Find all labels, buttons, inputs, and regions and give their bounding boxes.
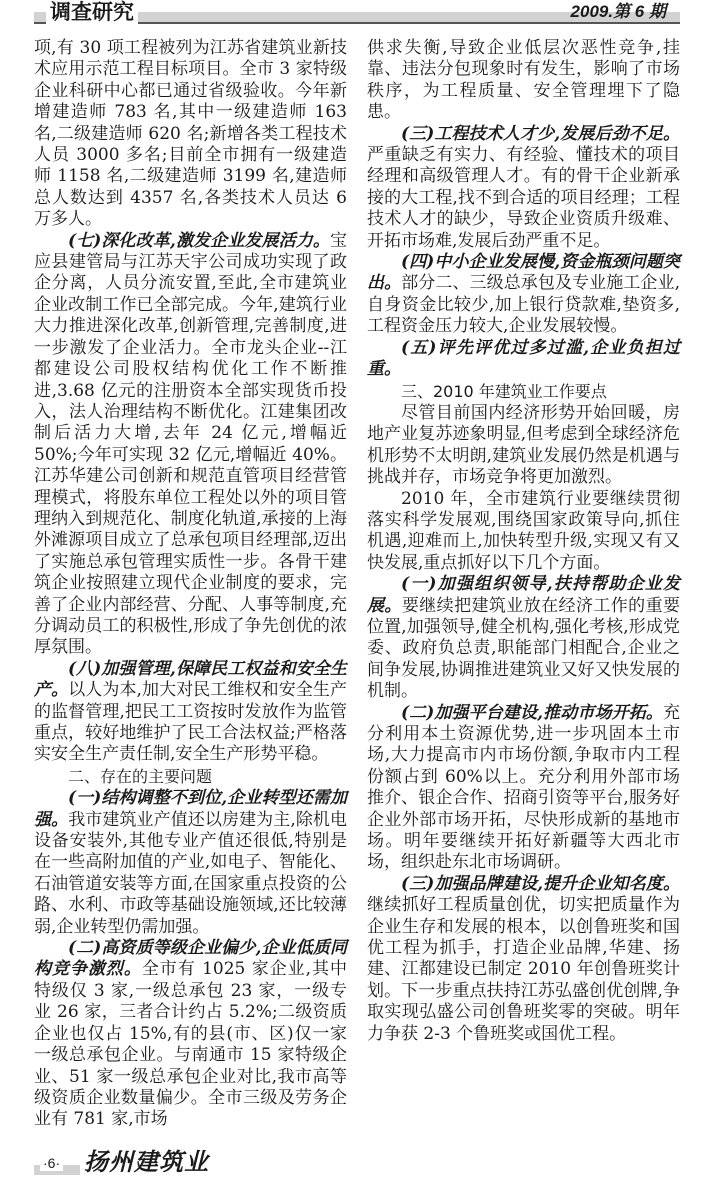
paragraph-body: 全市有 1025 家企业,其中特级仅 3 家,一级总承包 23 家，一级专业 26 家，三者合计约占 5.2%;二级资质企业也仅占 15%,有的县(市、区)仅一家一级总承包企业。与南通市 15 家特级企业、51 家一级总承包企业对比,我市高等级资质企业数量偏少。全市三级及劳务企业有 781 家,市场 bbox=[34, 959, 348, 1130]
paragraph-lead: (七)深化改革,激发企业发展活力。 bbox=[68, 230, 330, 251]
paragraph-body: 2010 年，全市建筑行业要继续贯彻落实科学发展观,围绕国家政策导向,抓住机遇,迎难而上,加快转型升级,实现又有又快发展,重点抓好以下几个方面。 bbox=[367, 488, 680, 573]
section-title: 调查研究 bbox=[46, 0, 138, 24]
paragraph-body: 要继续把建筑业放在经济工作的重要位置,加强领导,健全机构,强化考核,形成党委、政府负总责,职能部门相配合,企业之间争发展,协调推进建筑业又好又快发展的机制。 bbox=[367, 595, 681, 702]
paragraph-body: 我市建筑业产值还以房建为主,除机电设备安装外,其他专业产值还很低,特别是在一些高附加值的产业,如电子、智能化、石油管道安装等方面,在国家重点投资的公路、水利、市政等基础设施领域,还比较薄弱,企业转型仍需加强。 bbox=[34, 809, 348, 937]
paragraph bbox=[34, 659, 347, 766]
page-footer bbox=[34, 1147, 680, 1181]
paragraph-lead: (四)中小企业发展慢,资金瓶颈问题突出。 bbox=[367, 252, 680, 294]
page-header bbox=[34, 0, 680, 34]
journal-logo: 扬州建筑业 bbox=[80, 1147, 213, 1177]
paragraph-lead: (一)结构调整不到位,企业转型还需加强。 bbox=[34, 788, 347, 830]
paragraph-body: 部分二、三级总承包及专业施工企业,自身资金比较少,加上银行贷款难,垫资多,工程资金压力较大,企业发展较慢。 bbox=[367, 273, 681, 337]
paragraph bbox=[34, 788, 347, 938]
paragraph-lead: (五)评先评优过多过滥,企业负担过重。 bbox=[367, 337, 680, 380]
paragraph bbox=[367, 38, 680, 124]
page-number: ·6· bbox=[40, 1155, 63, 1171]
paragraph-lead: (八)加强管理,保障民工权益和安全生产。 bbox=[34, 658, 347, 701]
paragraph bbox=[367, 874, 680, 1045]
paragraph-lead: (二)加强平台建设,推动市场开拓。 bbox=[401, 702, 663, 723]
paragraph-lead: (三)工程技术人才少,发展后劲不足。 bbox=[401, 123, 680, 144]
paragraph-body: 严重缺乏有实力、有经验、懂技术的项目经理和高级管理人才。有的骨干企业新承接的大工程,找不到合适的项目经理；工程技术人才的缺少，导致企业资质升级难、开拓市场难,发展后劲严重不足。 bbox=[367, 145, 680, 251]
paragraph-lead: (二)高资质等级企业偏少,企业低质同构竞争激烈。 bbox=[34, 938, 347, 980]
paragraph-body: 尽管目前国内经济形势开始回暖，房地产业复苏迹象明显,但考虑到全球经济危机形势不太明朗,建筑业发展仍然是机遇与挑战并存，市场竞争将更加激烈。 bbox=[367, 402, 680, 488]
columns bbox=[34, 38, 680, 1131]
heading-text: 二、存在的主要问题 bbox=[68, 766, 213, 786]
paragraph-lead: (一)加强组织领导,扶持帮助企业发展。 bbox=[367, 574, 680, 616]
paragraph bbox=[367, 124, 680, 252]
section-heading bbox=[34, 766, 347, 788]
paragraph bbox=[34, 938, 347, 1131]
left-column bbox=[34, 38, 347, 1131]
paragraph-body: 供求失衡,导致企业低层次恶性竞争,挂靠、违法分包现象时有发生，影响了市场秩序，为工程质量、安全管理埋下了隐患。 bbox=[367, 38, 680, 123]
paragraph bbox=[367, 703, 680, 874]
paragraph bbox=[34, 231, 347, 659]
paragraph bbox=[367, 574, 680, 702]
paragraph-lead: (三)加强品牌建设,提升企业知名度。 bbox=[401, 873, 680, 894]
paragraph bbox=[367, 489, 680, 575]
paragraph bbox=[367, 338, 680, 381]
paragraph-body: 项,有 30 项工程被列为江苏省建筑业新技术应用示范工程目标项目。全市 3 家特级企业科研中心都已通过省级验收。今年新增建造师 783 名,其中一级建造师 163 名,二级建造师 620 名;新增各类工程技术人员 3000 多名;目前全市拥有一级建造师 1158 名,二级建造师 3199 名,建造师总人数达到 4357 名,各类技术人员达 6 万多人。 bbox=[34, 38, 347, 230]
paragraph-body: 充分利用本土资源优势,进一步巩固本土市场,大力提高市内市场份额,争取市内工程份额占到 60%以上。充分利用外部市场推介、银企合作、招商引资等平台,服务好企业外部市场开拓，尽快形成新的基地市场。明年要继续开拓好新疆等大西北市场，组织赴东北市场调研。 bbox=[367, 702, 680, 873]
right-column bbox=[367, 38, 680, 1045]
paragraph bbox=[34, 38, 347, 231]
paragraph-body: 继续抓好工程质量创优，切实把质量作为企业生存和发展的根本，以创鲁班奖和国优工程为抓手，打造企业品牌,华建、扬建、江都建设已制定 2010 年创鲁班奖计划。下一步重点扶持江苏弘盛创优创牌,争取实现弘盛公司创鲁班奖零的突破。明年力争获 2-3 个鲁班奖或国优工程。 bbox=[367, 895, 680, 1044]
section-heading bbox=[367, 381, 680, 403]
paragraph-body: 宝应县建管局与江苏天宇公司成功实现了政企分离，人员分流安置,至此,全市建筑业企业改制工作已全部完成。今年,建筑行业大力推进深化改革,创新管理,完善制度,进一步激发了企业活力。全市龙头企业--江都建设公司股权结构优化工作不断推进,3.68 亿元的注册资本全部实现货币投入，法人治理结构不断优化。江建集团改制后活力大增,去年 24 亿元,增幅近 50%;今年可实现 32 亿元,增幅近 40%。江苏华建公司创新和规范直管项目经营管理模式，将股东单位工程处以外的项目管理纳入到规范化、制度化轨道,承接的上海外滩源项目成立了总承包项目经理部,迈出了实施总承包管理实质性一步。各骨干建筑企业按照建立现代企业制度的要求，完善了企业内部经营、分配、人事等制度,充分调动员工的积极性,形成了争先创优的浓厚氛围。 bbox=[34, 230, 347, 658]
paragraph bbox=[367, 252, 680, 338]
paragraph-body: 以人为本,加大对民工维权和安全生产的监督管理,把民工工资按时发放作为监管重点，较好地维护了民工合法权益;严格落实安全生产责任制,安全生产形势平稳。 bbox=[34, 680, 348, 765]
paragraph bbox=[367, 403, 680, 489]
issue-label: 2009.第 6 期 bbox=[570, 2, 666, 21]
heading-text: 三、2010 年建筑业工作要点 bbox=[401, 381, 607, 401]
